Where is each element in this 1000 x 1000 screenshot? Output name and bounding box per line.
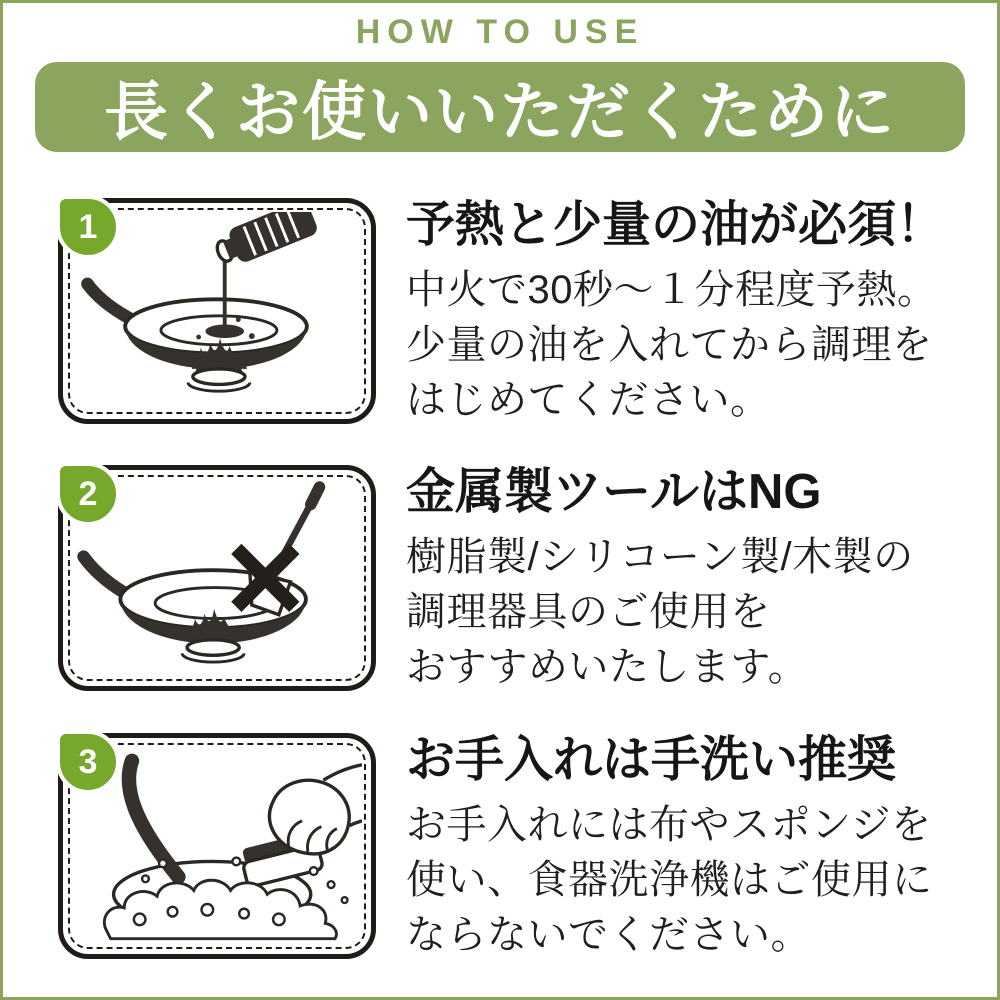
illustration-box-step-3 <box>58 733 376 959</box>
section-1-line-2: 少量の油を入れてから調理を <box>406 322 933 367</box>
hand <box>269 765 362 854</box>
section-2-line-2: 調理器具のご使用を <box>406 589 771 634</box>
section-1-title: 予熱と少量の油が必須！ <box>406 198 946 252</box>
section-2-title: 金属製ツールはNG <box>406 465 822 519</box>
section-2-line-3: おすすめいたします。 <box>406 644 809 689</box>
page-title: 長くお使いいただくために <box>104 76 896 148</box>
section-3-line-2: 使い、食器洗浄機はご使用に <box>406 857 933 902</box>
section-no-metal-tools <box>58 465 969 695</box>
section-hand-wash <box>58 733 969 963</box>
section-3-line-3: ならないでください。 <box>406 912 811 957</box>
section-preheat-oil <box>58 198 969 428</box>
step-1-badge: 1 <box>56 195 120 259</box>
section-3-title: お手入れは手洗い推奨 <box>406 733 897 787</box>
section-1-line-1: 中火で30秒～１分程度予熱。 <box>406 267 938 312</box>
section-2-line-1: 樹脂製/シリコーン製/木製の <box>406 534 914 579</box>
title-banner <box>35 62 965 152</box>
illustration-box-step-2 <box>58 465 376 691</box>
step-3-badge: 3 <box>56 730 120 794</box>
oil-bottle <box>212 212 320 271</box>
illustration-box-step-1 <box>58 198 376 424</box>
eyebrow-title: HOW TO USE <box>355 13 645 51</box>
section-1-line-3: はじめてください。 <box>406 377 771 422</box>
section-3-line-1: お手入れには布やスポンジを <box>406 802 932 847</box>
step-2-badge: 2 <box>56 462 120 526</box>
